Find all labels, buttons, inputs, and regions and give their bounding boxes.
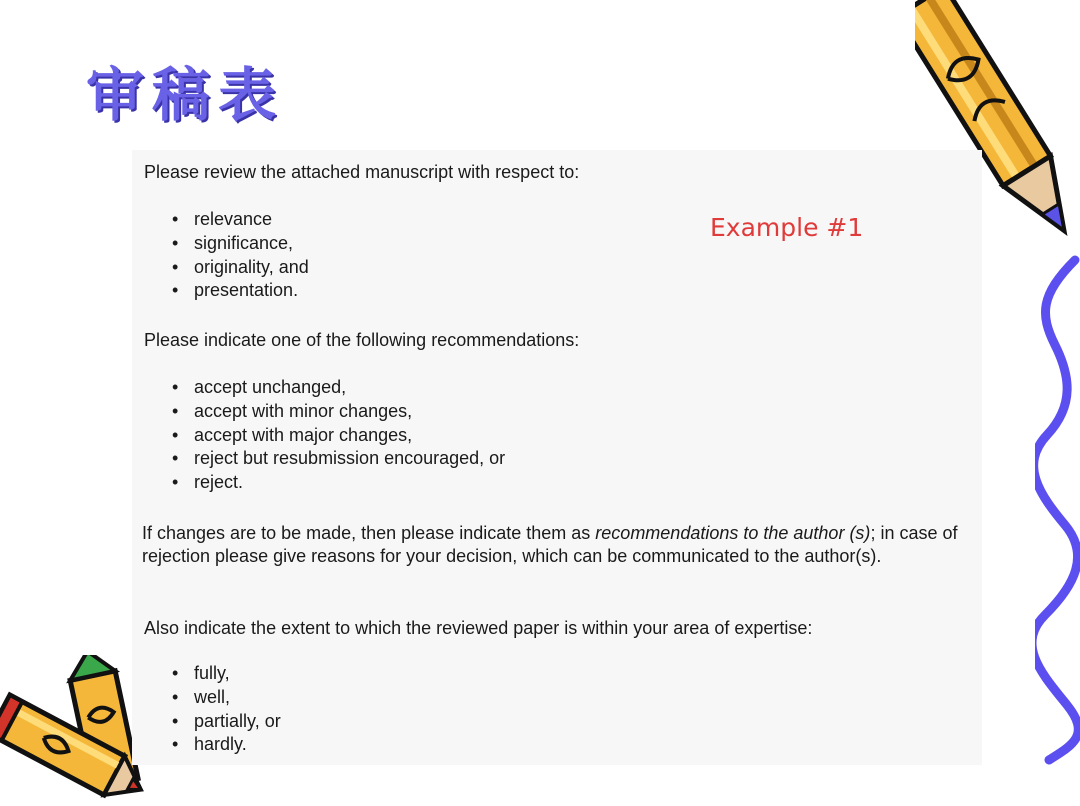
expertise-list [172, 662, 281, 757]
list-item: • hardly. [172, 733, 281, 757]
recommendations-list [172, 376, 505, 495]
list-item: • partially, or [172, 710, 281, 734]
list-item: • reject but resubmission encouraged, or [172, 447, 505, 471]
example-label: Example #1 [710, 213, 864, 242]
list-item: • well, [172, 686, 281, 710]
list-item: • accept unchanged, [172, 376, 505, 400]
list-item: • accept with major changes, [172, 424, 505, 448]
page-title: 审稿表 [86, 61, 285, 129]
review-form-document [132, 150, 982, 765]
list-item: • originality, and [172, 256, 309, 280]
changes-text-part2: ; in case of rejection please give reasons for your decision, which can be communicated to the author(s). [142, 523, 958, 566]
list-item: • significance, [172, 232, 309, 256]
list-item: • reject. [172, 471, 505, 495]
list-item: • presentation. [172, 279, 309, 303]
list-item: • accept with minor changes, [172, 400, 505, 424]
changes-paragraph [142, 522, 972, 568]
intro-text: Please review the attached manuscript with respect to: [144, 162, 580, 182]
criteria-list [172, 208, 309, 303]
list-item: • relevance [172, 208, 309, 232]
recommendations-heading: Please indicate one of the following recommendations: [144, 330, 580, 350]
changes-text-italic: recommendations to the author (s) [595, 523, 871, 543]
list-item: • fully, [172, 662, 281, 686]
squiggle-line-icon [1035, 255, 1080, 765]
expertise-heading: Also indicate the extent to which the reviewed paper is within your area of expertise: [144, 618, 813, 638]
changes-text-part1: If changes are to be made, then please indicate them as [142, 523, 596, 543]
